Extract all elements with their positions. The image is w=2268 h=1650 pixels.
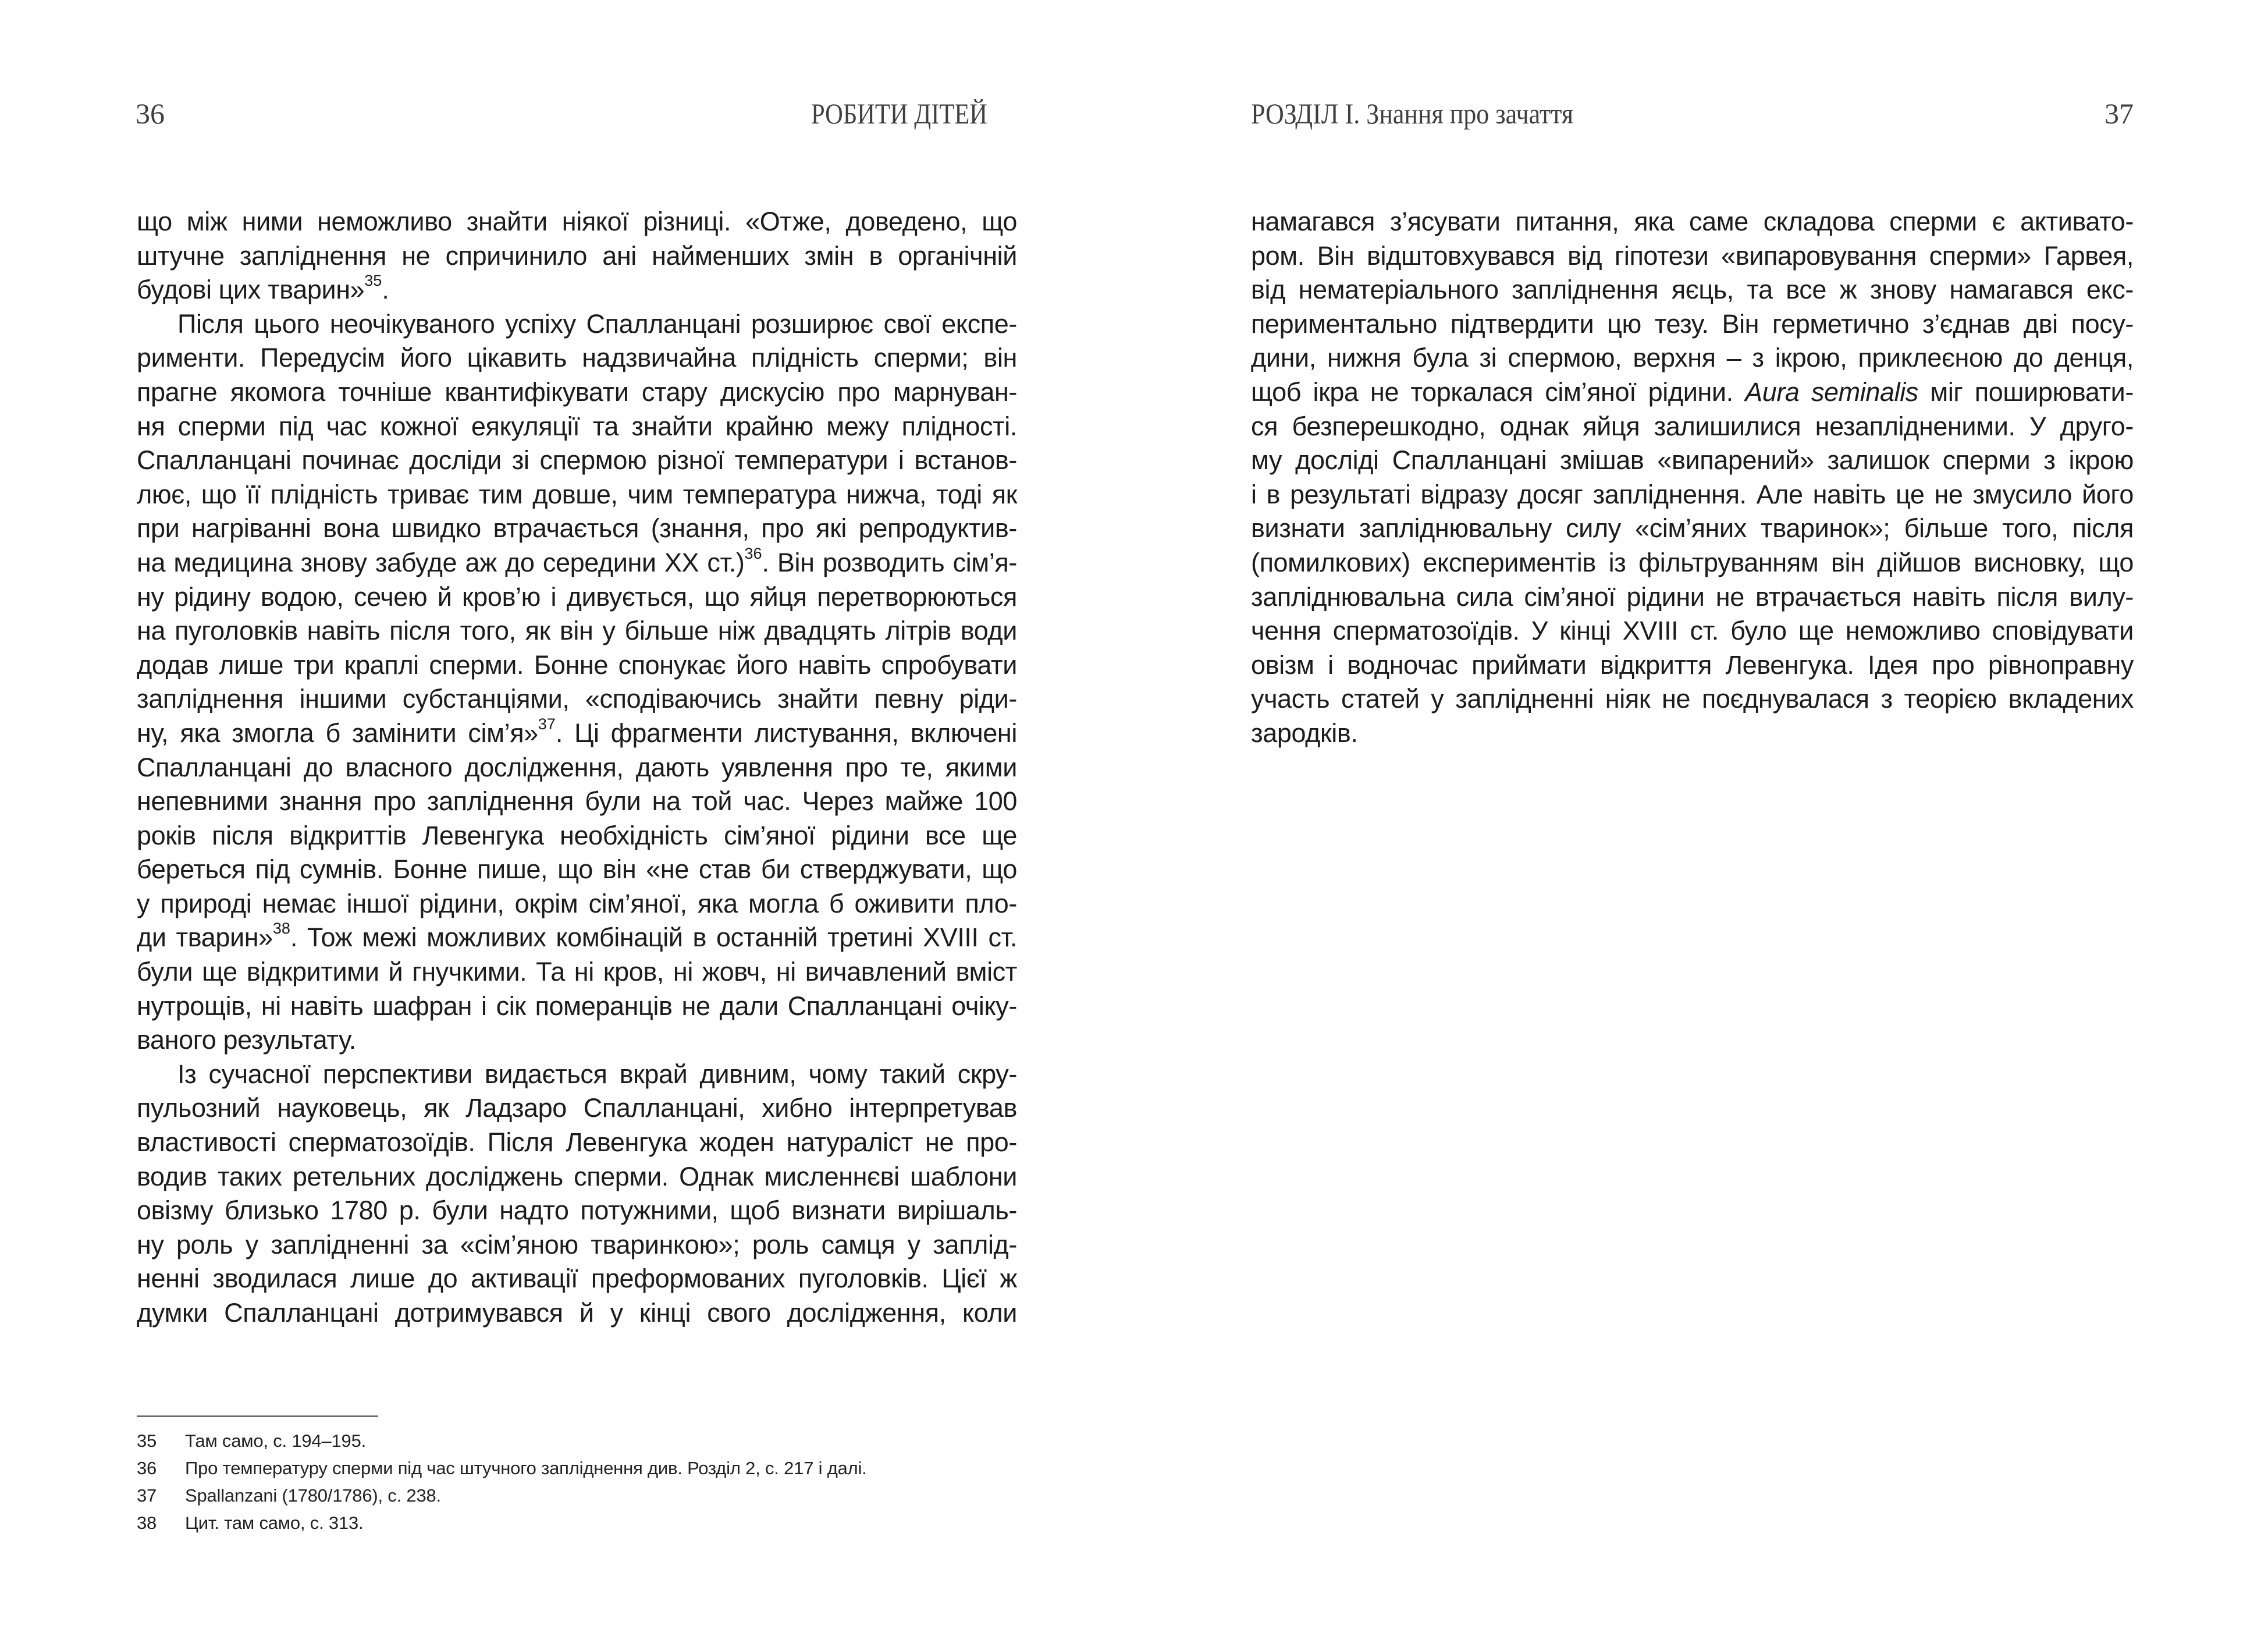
text-line: Спалланцані до власного дослідження, дають уявлення про те, якими <box>137 752 1017 782</box>
text-line: Після цього неочікуваного успіху Спалланцані розширює свої експе- <box>177 308 1017 339</box>
text-line: береться під сумнів. Бонне пише, що він «не став би стверджувати, що <box>137 854 1017 885</box>
footnote-item <box>137 1427 1017 1454</box>
text-line: ненні зводилася лише до активації преформованих пуголовків. Цієї ж <box>137 1264 1017 1294</box>
text-line: років після відкриттів Левенгука необхідність сім’яної рідини все ще <box>137 820 1017 850</box>
italic-phrase: Aura seminalis <box>1745 377 1918 407</box>
text-line: ну роль у заплідненні за «сім’яною тваринкою»; роль самця у заплід- <box>137 1229 1017 1259</box>
footnote-text: Цит. там само, с. 313. <box>185 1513 364 1533</box>
footnote-item <box>137 1509 1017 1537</box>
text-line: нутрощів, ні навіть шафран і сік померанців не дали Спалланцані очіку- <box>137 991 1017 1021</box>
footnote-number: 36 <box>137 1458 157 1478</box>
text-line: ну рідину водою, сечею й кров’ю і дивується, що яйця перетворюються <box>137 581 1017 612</box>
running-head-book-title: РОБИТИ ДІТЕЙ <box>811 97 987 130</box>
text-line: властивості сперматозоїдів. Після Левенгука жоден натураліст не про- <box>137 1127 1017 1158</box>
text-line: у природі немає іншої рідини, окрім сім’яної, яка могла б оживити пло- <box>137 888 1017 918</box>
text-line: будові цих тварин»$^{35}$. <box>137 272 389 305</box>
footnote-list <box>137 1427 1017 1537</box>
text-line: периментально підтвердити цю тезу. Він герметично з’єднав дві посу- <box>1251 308 2134 339</box>
text-line: при нагріванні вона швидко втрачається (знання, про які репродуктив- <box>137 513 1017 544</box>
footnote-reference: 36 <box>744 544 762 562</box>
text-line: ди тварин»$^{38}$. Тож межі можливих комбінацій в останній третині XVIII ст. <box>137 920 1017 953</box>
text-line: були ще відкритими й гнучкими. Та ні кров, ні жовч, ні вичавлений вміст <box>137 957 1017 987</box>
text-line: запліднення іншими субстанціями, «сподіваючись знайти певну ріди- <box>137 684 1017 714</box>
text-line: запліднювальна сила сім’яної рідини не втрачається навіть після вилу- <box>1251 581 2134 612</box>
footnote-item <box>137 1454 1017 1482</box>
text-line: на пуголовків навіть після того, як він у більше ніж двадцять літрів води <box>137 616 1017 646</box>
footnote-reference: 37 <box>538 715 556 733</box>
text-line: му досліді Спалланцані змішав «випарений» залишок сперми з ікрою <box>1251 445 2134 476</box>
footnote-text: Там само, с. 194–195. <box>185 1431 367 1451</box>
text-line: визнати запліднювальну силу «сім’яних тваринок»; більше того, після <box>1251 513 2134 544</box>
left-page-body-text <box>137 205 1017 1330</box>
footnote-number: 38 <box>137 1513 157 1533</box>
footnote-reference: 35 <box>364 272 382 290</box>
right-page-body-text <box>1251 205 2134 751</box>
page-number-right: 37 <box>2105 97 2134 130</box>
text-line: думки Спалланцані дотримувався й у кінці свого дослідження, коли <box>137 1298 1017 1328</box>
paragraph <box>1251 205 2134 751</box>
text-line: овізму близько 1780 р. були надто потужними, щоб визнати вирішаль- <box>137 1195 1017 1226</box>
footnote-text: Spallanzani (1780/1786), с. 238. <box>185 1485 441 1506</box>
footnote-number: 37 <box>137 1485 157 1506</box>
text-line: (помилкових) експериментів із фільтруванням він дійшов висновку, що <box>1251 547 2134 577</box>
text-line: участь статей у заплідненні ніяк не поєднувалася з теорією вкладених <box>1251 684 2134 714</box>
text-line: ся безперешкодно, однак яйця залишилися незаплідненими. У друго- <box>1251 411 2134 441</box>
footnote-separator-rule <box>137 1415 378 1417</box>
text-line: Із сучасної перспективи видається вкрай дивним, чому такий скру- <box>177 1059 1017 1089</box>
page-number-left: 36 <box>136 97 165 130</box>
text-line: прагне якомога точніше квантифікувати стару дискусію про марнуван- <box>137 377 1017 407</box>
text-line: непевними знання про запліднення були на той час. Через майже 100 <box>137 786 1017 817</box>
text-line: пульозний науковець, як Ладзаро Спалланцані, хибно інтерпретував <box>137 1093 1017 1123</box>
text-line: намагався з’ясувати питання, яка саме складова сперми є активато- <box>1251 207 2134 236</box>
text-line: овізм і водночас приймати відкриття Левенгука. Ідея про рівноправну <box>1251 650 2134 680</box>
footnote-item <box>137 1482 1017 1509</box>
paragraph <box>137 205 1017 307</box>
text-line: дини, нижня була зі спермою, верхня – з ікрою, приклеєною до денця, <box>1251 343 2134 373</box>
footnote-reference: 38 <box>272 920 290 938</box>
running-head-chapter-title: РОЗДІЛ I. Знання про зачаття <box>1251 97 1574 130</box>
text-line: рименти. Передусім його цікавить надзвичайна плідність сперми; він <box>137 343 1017 373</box>
text-line: ну, яка змогла б замінити сім’я»$^{37}$. Ці фрагменти листування, включені <box>137 715 1017 748</box>
text-line: що між ними неможливо знайти ніякої різниці. «Отже, доведено, що <box>137 207 1017 236</box>
text-line: і в результаті відразу досяг запліднення. Але навіть це не змусило його <box>1251 479 2134 509</box>
text-line: водив таких ретельних досліджень сперми. Однак мисленнєві шаблони <box>137 1161 1017 1191</box>
footnote-text: Про температуру сперми під час штучного запліднення див. Розділ 2, с. 217 і далі. <box>185 1458 867 1478</box>
text-line: Спалланцані починає досліди зі спермою різної температури і встанов- <box>137 445 1017 476</box>
text-line: додав лише три краплі сперми. Бонне спонукає його навіть спробувати <box>137 650 1017 680</box>
text-line: ня сперми під час кожної еякуляції та знайти крайню межу плідності. <box>137 411 1017 441</box>
text-line: чення сперматозоїдів. У кінці XVIII ст. було ще неможливо сповідувати <box>1251 616 2134 646</box>
text-line: штучне запліднення не спричинило ані найменших змін в органічній <box>137 240 1017 271</box>
text-line: лює, що її плідність триває тим довше, чим температура нижча, тоді як <box>137 479 1017 509</box>
text-line: зародків. <box>1251 718 1358 748</box>
text-line: ваного результату. <box>137 1025 356 1055</box>
paragraph <box>137 307 1017 1058</box>
footnote-number: 35 <box>137 1431 157 1451</box>
text-line: від нематеріального запліднення яєць, та все ж знову намагався екс- <box>1251 275 2134 305</box>
text-line: ром. Він відштовхувався від гіпотези «випаровування сперми» Гарвея, <box>1251 240 2134 271</box>
paragraph <box>137 1058 1017 1330</box>
text-line: на медицина знову забуде аж до середини XX ст.)$^{36}$. Він розводить сім’я- <box>137 544 1017 577</box>
text-line: щоб ікра не торкалася сім’яної рідини. Aura seminalis міг поширювати- <box>1251 377 2134 407</box>
